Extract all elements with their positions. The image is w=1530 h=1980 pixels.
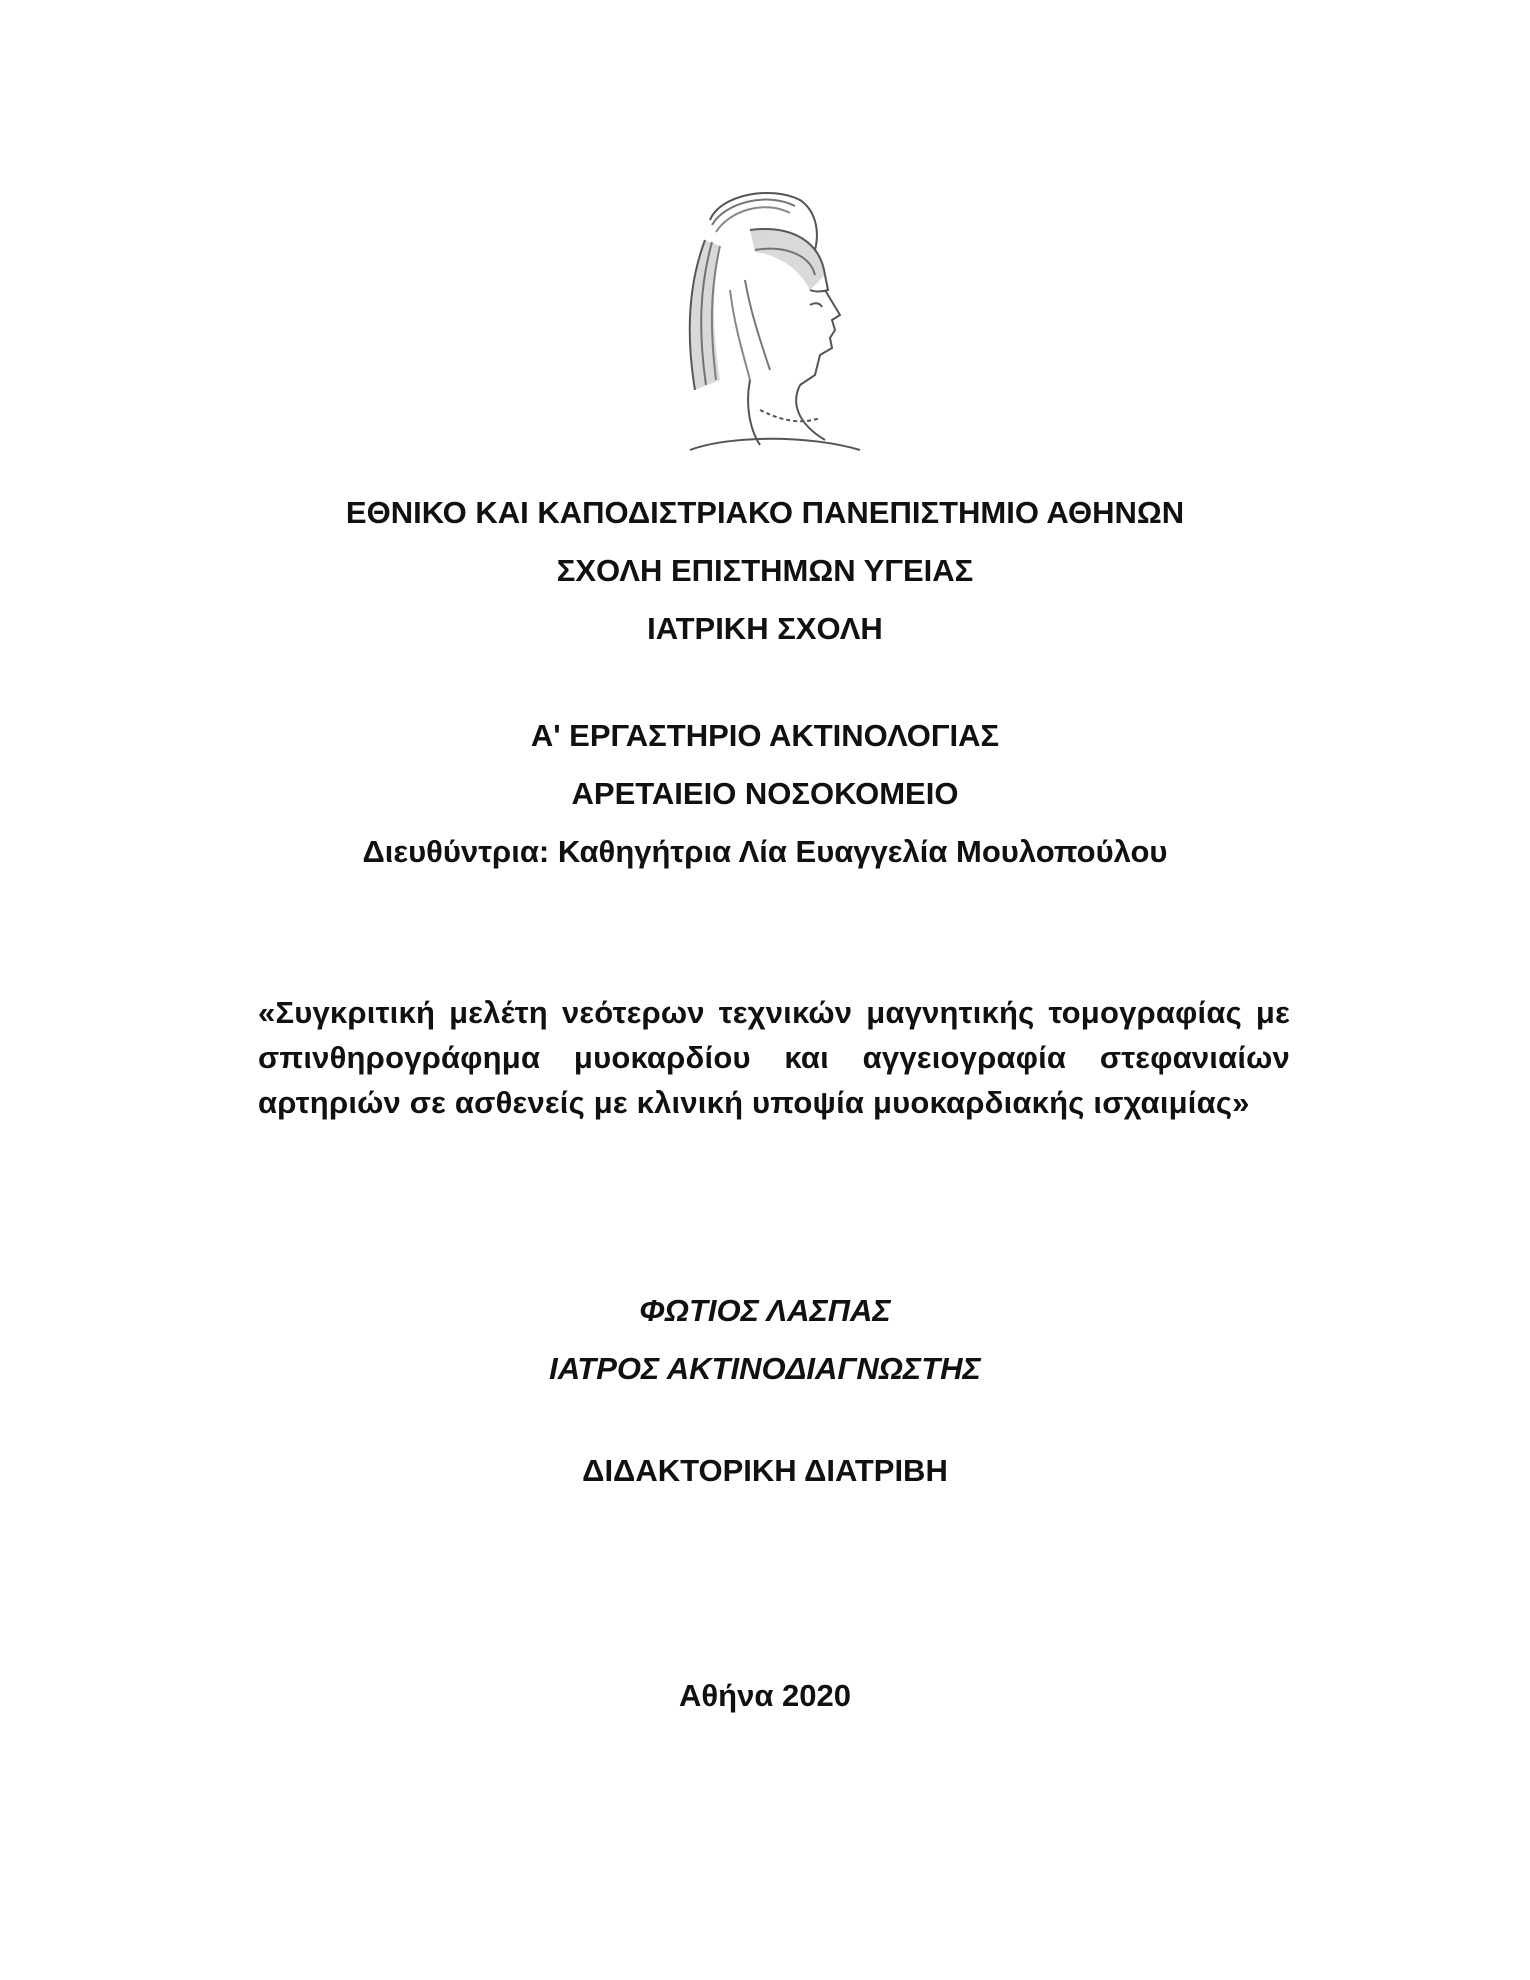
place-date: Αθήνα 2020 <box>679 1678 851 1713</box>
school-name: ΣΧΟΛΗ ΕΠΙΣΤΗΜΩΝ ΥΓΕΙΑΣ <box>556 553 974 588</box>
author-name: ΦΩΤΙΟΣ ΛΑΣΠΑΣ <box>639 1293 891 1328</box>
faculty-name: ΙΑΤΡΙΚΗ ΣΧΟΛΗ <box>647 611 883 646</box>
director-line: Διευθύντρια: Καθηγήτρια Λία Ευαγγελία Μουλοπούλου <box>362 834 1168 869</box>
athena-head-icon <box>650 180 890 460</box>
hospital-name: ΑΡΕΤΑΙΕΙΟ ΝΟΣΟΚΟΜΕΙΟ <box>571 776 959 811</box>
thesis-title: «Συγκριτική μελέτη νεότερων τεχνικών μαγνητικής τομογραφίας με σπινθηρογράφημα μυοκαρδίου και αγγειογραφία στεφανιαίων αρτηριών σε ασθενείς με κλινική υποψία μυοκαρδιακής ισχαιμίας» <box>258 995 1290 1120</box>
author-block <box>0 1295 1530 1411</box>
department-block <box>0 720 1530 894</box>
author-role: ΙΑΤΡΟΣ ΑΚΤΙΝΟΔΙΑΓΝΩΣΤΗΣ <box>549 1351 981 1386</box>
university-name: ΕΘΝΙΚΟ ΚΑΙ ΚΑΠΟΔΙΣΤΡΙΑΚΟ ΠΑΝΕΠΙΣΤΗΜΙΟ ΑΘΗΝΩΝ <box>345 495 1185 530</box>
lab-name: Α' ΕΡΓΑΣΤΗΡΙΟ ΑΚΤΙΝΟΛΟΓΙΑΣ <box>530 718 1000 753</box>
institution-block <box>0 497 1530 671</box>
university-emblem <box>650 180 890 460</box>
degree-type: ΔΙΔΑΚΤΟΡΙΚΗ ΔΙΑΤΡΙΒΗ <box>582 1453 948 1488</box>
